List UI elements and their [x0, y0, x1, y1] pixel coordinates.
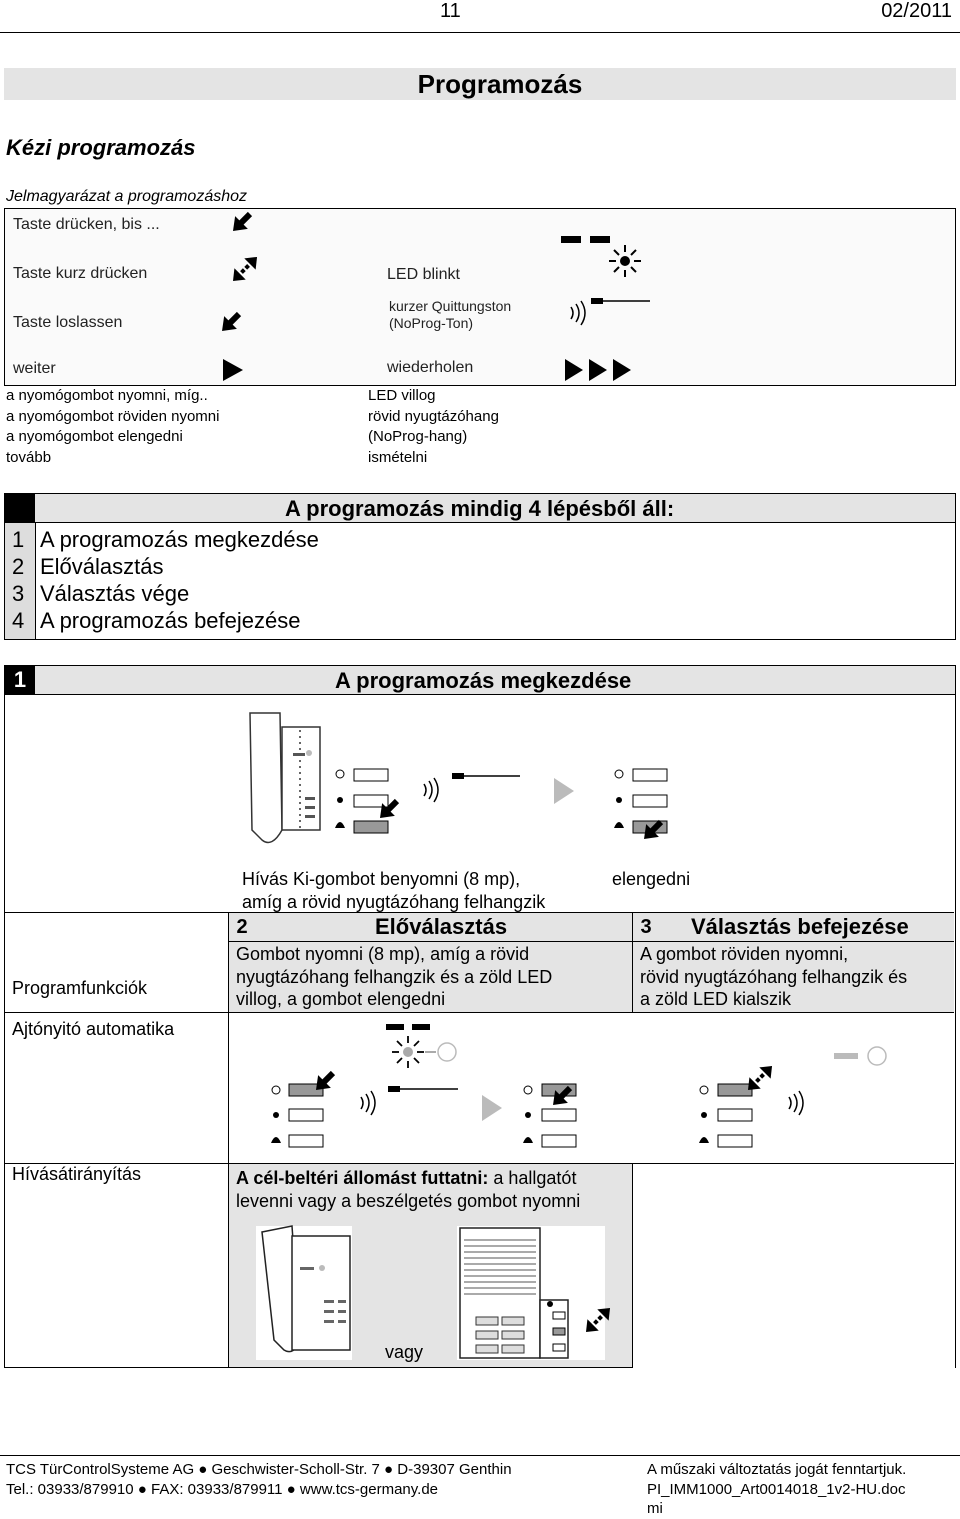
step-label: Előválasztás: [40, 554, 164, 579]
end-selection-desc-line: A gombot röviden nyomni,: [640, 944, 849, 964]
page-title: Programozás: [417, 69, 583, 99]
document-date: 02/2011: [881, 0, 952, 22]
legend-tone2: (NoProg-Ton): [389, 315, 474, 331]
indoor-station-icon: [262, 1226, 350, 1352]
footer-left: [6, 1460, 512, 1499]
step1-release-caption: elengedni: [612, 869, 691, 889]
legend-caption: Jelmagyarázat a programozáshoz: [6, 188, 248, 205]
end-selection-title: Választás befejezése: [691, 914, 909, 939]
preselection-number: 2: [229, 913, 255, 941]
end-selection-desc-line: rövid nyugtázóhang felhangzik és: [640, 966, 908, 987]
step1-caption-line2: amíg a rövid nyugtázóhang felhangzik: [242, 891, 546, 912]
step-label: Választás vége: [40, 581, 190, 606]
preselection-desc-line: nyugtázóhang felhangzik és a zöld LED: [236, 966, 553, 987]
hu-release: a nyomógombot elengedni: [6, 428, 183, 445]
hu-tone2: (NoProg-hang): [368, 428, 468, 445]
step-number: 3: [12, 581, 25, 606]
hu-continue: tovább: [6, 448, 52, 466]
step1-heading: A programozás megkezdése: [335, 668, 632, 693]
hu-press-short: a nyomógombot röviden nyomni: [6, 407, 220, 425]
step-number: 4: [12, 608, 25, 633]
step-number: 1: [12, 527, 25, 552]
row2-line2: levenni vagy a beszélgetés gombot nyomni: [236, 1191, 581, 1211]
legend-repeat: wiederholen: [387, 359, 474, 376]
row2-rest: a hallgatót: [488, 1168, 577, 1188]
hu-repeat: ismételni: [368, 448, 428, 466]
section-title: Kézi programozás: [6, 135, 196, 160]
step1-number: 1: [5, 666, 35, 694]
footer-disclaimer: A műszaki változtatás jogát fenntartjuk.: [647, 1461, 907, 1478]
hu-led: LED villog: [368, 387, 436, 404]
steps-heading: A programozás mindig 4 lépésből áll:: [285, 496, 675, 521]
legend-press-short: Taste kurz drücken: [13, 265, 148, 282]
preselection-desc-line: villog, a gombot elengedni: [236, 989, 446, 1009]
or-label: vagy: [385, 1342, 424, 1362]
preselection-title: Előválasztás: [375, 914, 508, 939]
footer-contact: Tel.: 03933/879910 ● FAX: 03933/879911 ● www.tcs-germany.de: [6, 1480, 438, 1498]
footer-company: TCS TürControlSysteme AG ● Geschwister-Scholl-Str. 7 ● D-39307 Genthin: [6, 1461, 512, 1478]
legend-press-until: Taste drücken, bis ...: [13, 216, 160, 233]
legend-tone1: kurzer Quittungston: [389, 298, 512, 314]
end-selection-number: 3: [633, 913, 659, 941]
end-selection-desc-line: a zöld LED kialszik: [640, 989, 792, 1009]
hu-tone1: rövid nyugtázóhang: [368, 407, 499, 425]
legend-release: Taste loslassen: [13, 314, 123, 331]
footer-divider: [0, 1455, 960, 1456]
preselection-desc-line: Gombot nyomni (8 mp), amíg a rövid: [236, 944, 530, 964]
program-functions-label: Programfunkciók: [12, 978, 148, 998]
step1-caption-line1: Hívás Ki-gombot benyomni (8 mp),: [242, 869, 521, 889]
step-label: A programozás befejezése: [40, 608, 301, 633]
step-label: A programozás megkezdése: [40, 527, 319, 552]
row-door-opener: Ajtónyitó automatika: [12, 1019, 175, 1039]
footer-right: [647, 1460, 906, 1519]
legend-continue: weiter: [13, 360, 56, 377]
legend-led: LED blinkt: [387, 266, 460, 283]
footer-filename: PI_IMM1000_Art0014018_1v2-HU.doc: [647, 1480, 906, 1498]
page-number: 11: [440, 0, 461, 22]
step-number: 2: [12, 554, 25, 579]
row-call-forwarding: Hívásátirányítás: [12, 1164, 142, 1184]
footer-filename-cont: mi: [647, 1500, 663, 1517]
row2-bold: A cél-beltéri állomást futtatni:: [236, 1168, 489, 1188]
hu-press-until: a nyomógombot nyomni, míg..: [6, 387, 208, 404]
